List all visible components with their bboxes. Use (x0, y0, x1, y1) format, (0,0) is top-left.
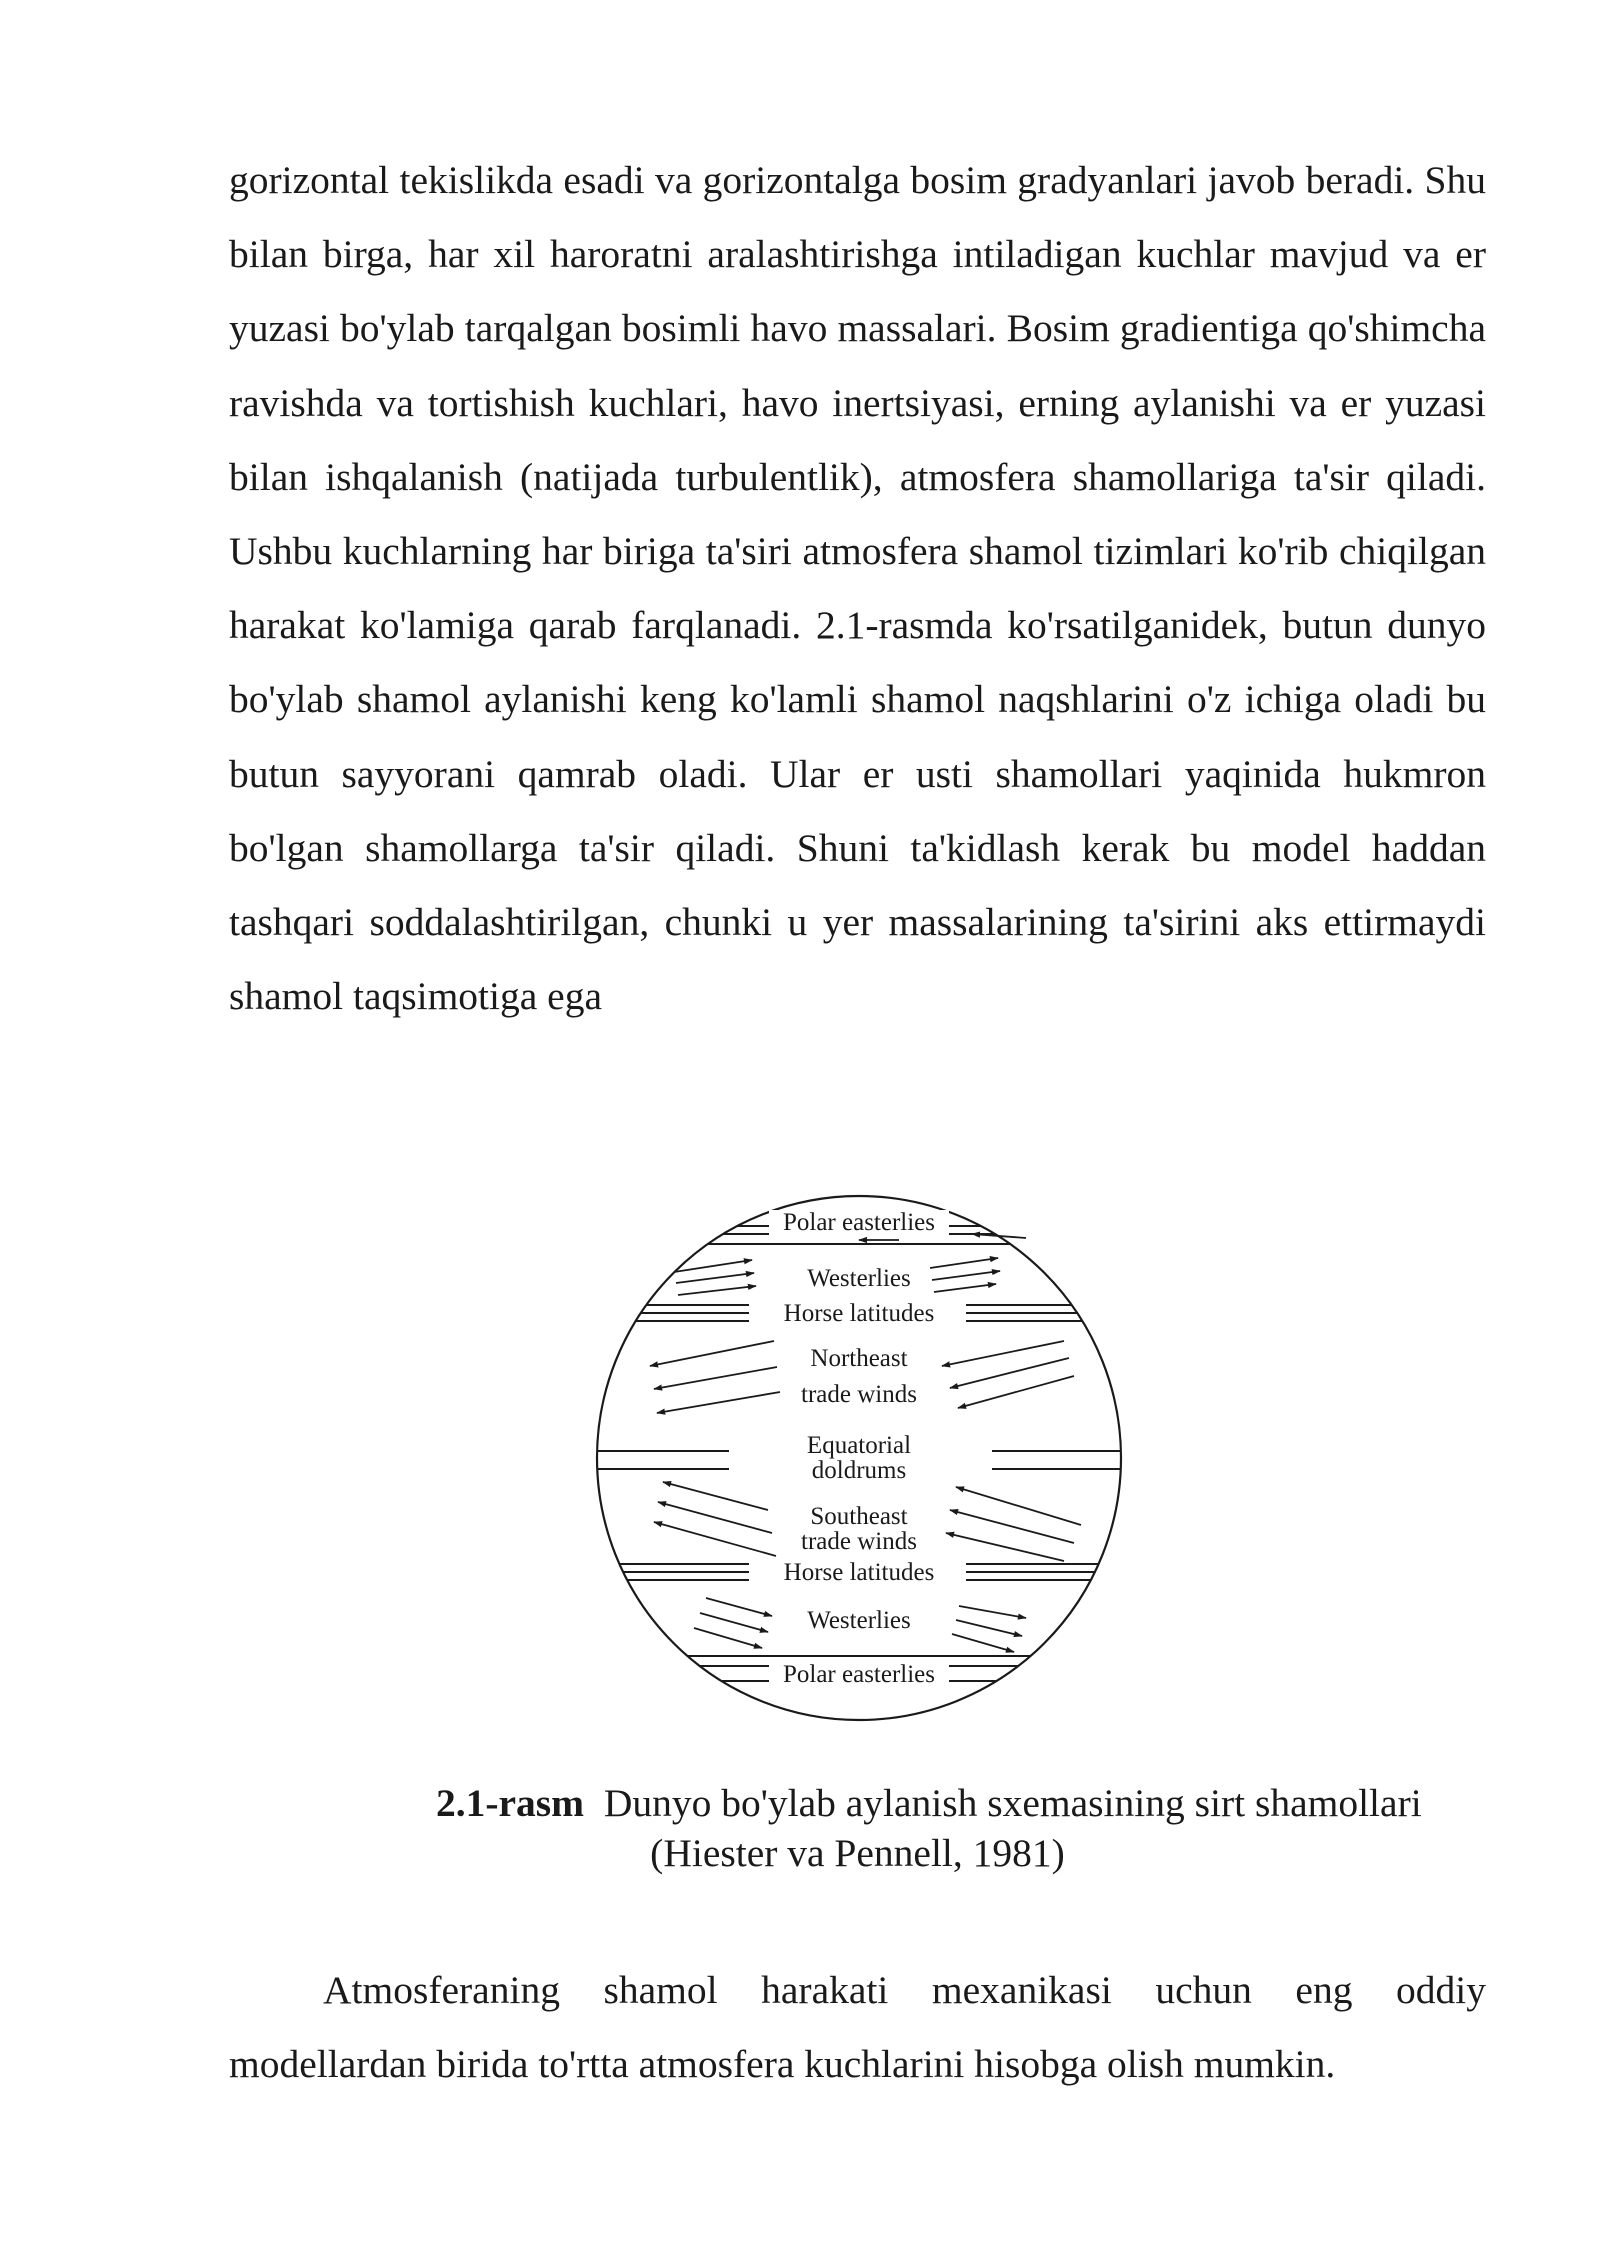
wind-arrow (678, 1286, 756, 1295)
label-se-trade-line1: Southeast (810, 1503, 908, 1530)
wind-arrow (932, 1271, 1000, 1280)
latitude-labels (783, 1209, 935, 1688)
wind-arrow (706, 1598, 772, 1616)
label-ne-trade-line2: trade winds (801, 1381, 917, 1408)
label-westerlies-south: Westerlies (807, 1607, 911, 1634)
figure-caption (229, 1778, 1486, 1878)
wind-arrow (657, 1392, 780, 1413)
caption-source: (Hiester va Pennell, 1981) (650, 1831, 1065, 1875)
label-equatorial-line2: doldrums (811, 1457, 907, 1484)
wind-arrow (663, 1482, 768, 1510)
wind-arrow (676, 1273, 754, 1283)
wind-arrow (956, 1487, 1081, 1525)
label-polar-easterlies-south: Polar easterlies (782, 1661, 936, 1688)
wind-arrow (950, 1358, 1069, 1388)
wind-arrow (959, 1606, 1026, 1618)
label-se-trade-line2: trade winds (801, 1528, 917, 1555)
wind-arrow (654, 1367, 777, 1389)
wind-circulation-diagram (594, 1188, 1124, 1728)
caption-line-1 (229, 1778, 1486, 1828)
caption-number: 2.1-rasm (436, 1781, 585, 1825)
wind-circulation-figure (594, 1188, 1124, 1728)
wind-arrow (956, 1620, 1022, 1636)
wind-arrow (946, 1533, 1064, 1561)
label-horse-latitudes-north: Horse latitudes (783, 1300, 935, 1327)
label-polar-easterlies-north: Polar easterlies (782, 1209, 936, 1236)
body-paragraph-1: gorizontal tekislikda esadi va gorizontalga bosim gradyanlari javob beradi. Shu bilan birga, har xil haroratni aralashtirishga intiladigan kuchlar mavjud va er yuzasi bo'ylab tarqalgan bosimli havo massalari. Bosim gradientiga qo'shimcha ravishda va tortishish kuchlari, havo inertsiyasi, erning aylanishi va er yuzasi bilan ishqalanish (natijada turbulentlik), atmosfera shamollariga ta'sir qiladi. Ushbu kuchlarning har biriga ta'siri atmosfera shamol tizimlari ko'rib chiqilgan harakat ko'lamiga qarab farqlanadi. 2.1-rasmda ko'rsatilganidek, butun dunyo bo'ylab shamol aylanishi keng ko'lamli shamol naqshlarini o'z ichiga oladi bu butun sayyorani qamrab oladi. Ular er usti shamollari yaqinida hukmron bo'lgan shamollarga ta'sir qiladi. Shuni ta'kidlash kerak bu model haddan tashqari soddalashtirilgan, chunki u yer massalarining ta'sirini aks ettirmaydi shamol taqsimotiga ega (229, 158, 1486, 1019)
label-equatorial-line1: Equatorial (806, 1432, 912, 1459)
wind-arrow (650, 1341, 774, 1366)
label-horse-latitudes-south: Horse latitudes (783, 1559, 935, 1586)
label-ne-trade-line1: Northeast (810, 1345, 908, 1372)
wind-arrow (654, 1522, 776, 1556)
wind-arrow (942, 1341, 1064, 1366)
label-westerlies-north: Westerlies (807, 1265, 911, 1292)
wind-arrow (700, 1613, 768, 1632)
caption-title: Dunyo bo'ylab aylanish sxemasining sirt shamollari (603, 1781, 1422, 1825)
wind-arrow (952, 1634, 1014, 1652)
wind-arrow (930, 1258, 998, 1268)
wind-arrow (934, 1284, 996, 1292)
wind-arrow (694, 1628, 762, 1648)
body-paragraph-2: Atmosferaning shamol harakati mexanikasi uchun eng oddiy modellardan birida to'rtta atmosfera kuchlarini hisobga olish mumkin. (229, 1968, 1486, 2087)
